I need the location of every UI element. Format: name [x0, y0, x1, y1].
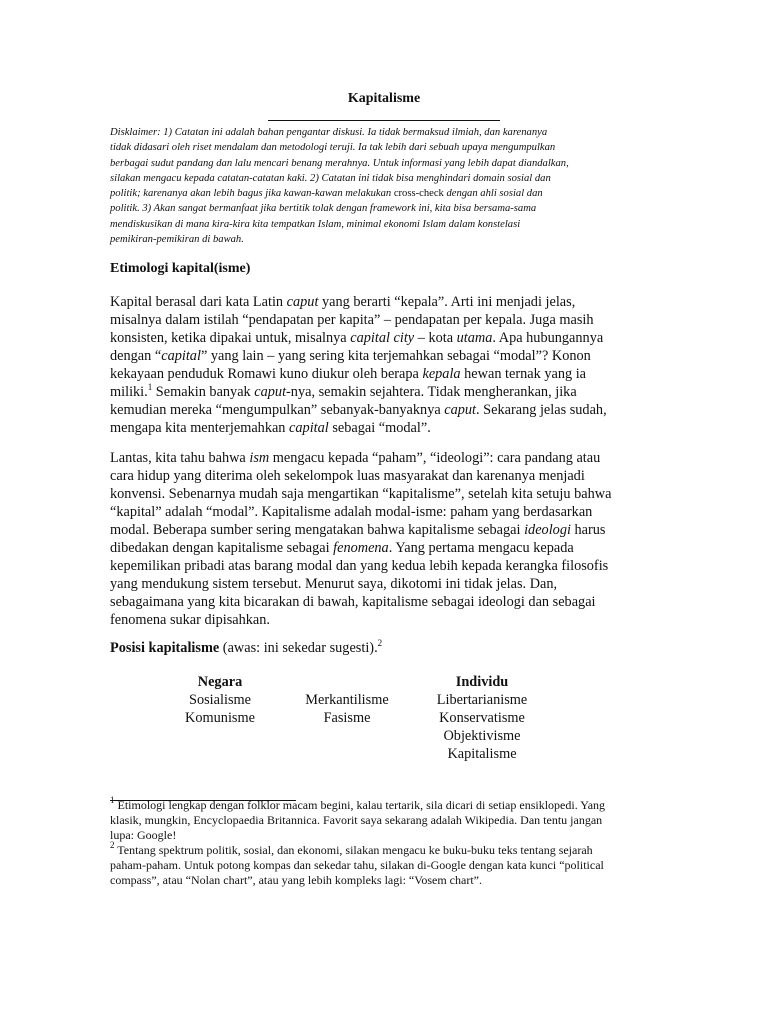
column-heading: Negara: [197, 674, 243, 690]
footnote-1-line: lupa: Google!: [110, 828, 177, 842]
paragraph-line: [110, 329, 670, 347]
footnote-2-line: compass”, atau “Nolan chart”, atau yang lebih kompleks lagi: “Vosem chart”.: [110, 873, 482, 887]
text: dibedakan dengan kapitalisme sebagai: [110, 540, 334, 556]
italic-term: caput: [286, 294, 319, 310]
disclaimer-line: politik. 3) Akan sangat bermanfaat jika bertitik tolak dengan framework ini, kita bisa bersama-sama: [110, 203, 537, 215]
paragraph-line: cara hidup yang diterima oleh sekelompok luas masyarakat dan karenanya menjadi: [110, 468, 585, 484]
paragraph-etimologi: [110, 293, 670, 437]
document-title: Kapitalisme: [347, 91, 421, 106]
paragraph-line: [110, 365, 670, 383]
text: yang berarti “kepala”. Arti ini menjadi jelas,: [318, 294, 576, 310]
paragraph-line: [110, 293, 670, 311]
italic-term: caput: [254, 384, 287, 400]
italic-term: ideologi: [524, 522, 571, 538]
section-heading-posisi: [110, 640, 382, 657]
spectrum-item: Sosialisme: [189, 692, 251, 708]
text: kemudian mereka “mengumpulkan” sebanyak-banyaknya: [110, 402, 445, 418]
disclaimer-text: politik; karenanya akan lebih bagus jika kawan-kawan melakukan: [110, 188, 394, 200]
disclaimer-line: berbagai sudut pandang dan lalu mencari benang merahnya. Untuk informasi yang lebih dapat diandalkan,: [110, 157, 569, 169]
section-heading-etimologi: Etimologi kapital(isme): [110, 261, 251, 276]
footnote-1-line: klasik, mungkin, Encyclopaedia Britannica. Favorit saya sekarang adalah Wikipedia. Dan tentu jangan: [110, 813, 603, 827]
italic-term: kepala: [422, 366, 461, 382]
disclaimer-line: [110, 186, 670, 201]
text: . Apa hubungannya: [492, 330, 604, 346]
text: sebagai “modal”.: [328, 420, 431, 436]
disclaimer: [110, 125, 670, 247]
spectrum-item: Fasisme: [323, 710, 371, 726]
paragraph-line: sebagaimana yang kita bicarakan di bawah, kapitalisme sebagai ideologi dan sebagai: [110, 594, 596, 610]
spectrum-item: Komunisme: [185, 710, 255, 726]
footnotes: [110, 795, 670, 888]
disclaimer-line: tidak didasari oleh riset mendalam dan metodologi teruji. Ia tak lebih dari sebuah upaya mengumpulkan: [110, 142, 556, 154]
italic-term: capital: [289, 420, 329, 436]
footnote-2-line: [110, 840, 670, 858]
text: miliki.: [110, 384, 148, 400]
spectrum-item: Konservatisme: [439, 710, 525, 726]
paragraph-line: [110, 347, 670, 365]
paragraph-line: [110, 521, 670, 539]
paragraph-line: [110, 419, 670, 437]
text: Semakin banyak: [152, 384, 255, 400]
footnote-ref-2[interactable]: 2: [377, 638, 383, 648]
spectrum-item: Merkantilisme: [305, 692, 389, 708]
italic-term: fenomena: [333, 540, 389, 556]
paragraph-line: “kapital” adalah “modal”. Kapitalisme adalah modal-isme: paham yang berdasarkan: [110, 504, 593, 520]
paragraph-ism: [110, 449, 670, 629]
text: harus: [570, 522, 606, 538]
spectrum-item: Libertarianisme: [436, 692, 528, 708]
text: mengacu kepada “paham”, “ideologi”: cara pandang atau: [269, 450, 601, 466]
disclaimer-line: mendiskusikan di mana kira-kira kita tempatkan Islam, minimal ekonomi Islam dalam konstelasi: [110, 218, 521, 230]
paragraph-line: kepemilikan pribadi atas barang modal dan yang kedua lebih kepada kerangka filosofis: [110, 558, 609, 574]
text: -nya, semakin sejahtera. Tidak mengherankan, jika: [286, 384, 577, 400]
posisi-note: (awas: ini sekedar sugesti).: [219, 640, 378, 656]
text: ” yang lain – yang sering kita terjemahkan sebagai “modal”? Konon: [200, 348, 591, 364]
text: kekayaan penduduk Romawi kuno diukur oleh berapa: [110, 366, 423, 382]
paragraph-line: [110, 383, 670, 401]
text: Tentang spektrum politik, sosial, dan ekonomi, silakan mengacu ke buku-buku teks tentang sejarah: [114, 843, 593, 857]
text: Etimologi lengkap dengan folklor macam begini, kalau tertarik, sila dicari di setiap ensiklopedi. Yang: [114, 798, 606, 812]
footnote-number: 1: [110, 795, 115, 805]
italic-term: caput: [444, 402, 477, 418]
spectrum-item: Objektivisme: [443, 728, 521, 744]
footnote-1-line: [110, 795, 670, 813]
paragraph-line: [110, 449, 670, 467]
title-divider: [268, 120, 500, 121]
text: – kota: [414, 330, 457, 346]
italic-term: capital: [161, 348, 201, 364]
footnote-2-line: paham-paham. Untuk potong kompas dan sekedar tahu, silakan di-Google dengan kata kunci “political: [110, 858, 604, 872]
text: konsisten, ketika dipakai untuk, misalnya: [110, 330, 351, 346]
italic-term: ism: [249, 450, 270, 466]
text: Lantas, kita tahu bahwa: [110, 450, 250, 466]
italic-term: capital city: [350, 330, 415, 346]
disclaimer-line: Disklaimer: 1) Catatan ini adalah bahan pengantar diskusi. Ia tidak bermaksud ilmiah, dan karenanya: [110, 127, 548, 138]
italic-term: utama: [456, 330, 493, 346]
text: modal. Beberapa sumber sering mengatakan bahwa kapitalisme sebagai: [110, 522, 525, 538]
spectrum-item: Kapitalisme: [447, 746, 517, 762]
disclaimer-upright-term: cross-check: [393, 188, 444, 200]
paragraph-line: yang mendukung sistem tersebut. Menurut saya, dikotomi ini tidak jelas. Dan,: [110, 576, 558, 592]
text: mengapa kita menterjemahkan: [110, 420, 290, 436]
footnote-ref-1[interactable]: 1: [147, 382, 153, 392]
disclaimer-text: dengan ahli sosial dan: [443, 188, 543, 200]
paragraph-line: [110, 401, 670, 419]
text: hewan ternak yang ia: [460, 366, 587, 382]
paragraph-line: [110, 539, 670, 557]
disclaimer-line: silakan mengacu kepada catatan-catatan kaki. 2) Catatan ini tidak bisa menghindari domain sosial dan: [110, 172, 551, 184]
disclaimer-line: pemikiran-pemikiran di bawah.: [110, 234, 244, 246]
column-heading: Individu: [455, 674, 509, 690]
text: . Yang pertama mengacu kepada: [388, 540, 574, 556]
text: Kapital berasal dari kata Latin: [110, 294, 287, 310]
text: dengan “: [110, 348, 162, 364]
footnote-number: 2: [110, 840, 115, 850]
paragraph-line: misalnya dalam istilah “pendapatan per kapita” – pendapatan per kepala. Juga masih: [110, 312, 594, 328]
paragraph-line: fenomena sukar dipisahkan.: [110, 612, 270, 628]
posisi-bold: Posisi kapitalisme: [110, 640, 220, 656]
spectrum-column-individu: [402, 673, 562, 763]
text: . Sekarang jelas sudah,: [476, 402, 607, 418]
paragraph-line: konvensi. Sebenarnya mudah saja mengartikan “kapitalisme”, setelah kita setuju bahwa: [110, 486, 612, 502]
